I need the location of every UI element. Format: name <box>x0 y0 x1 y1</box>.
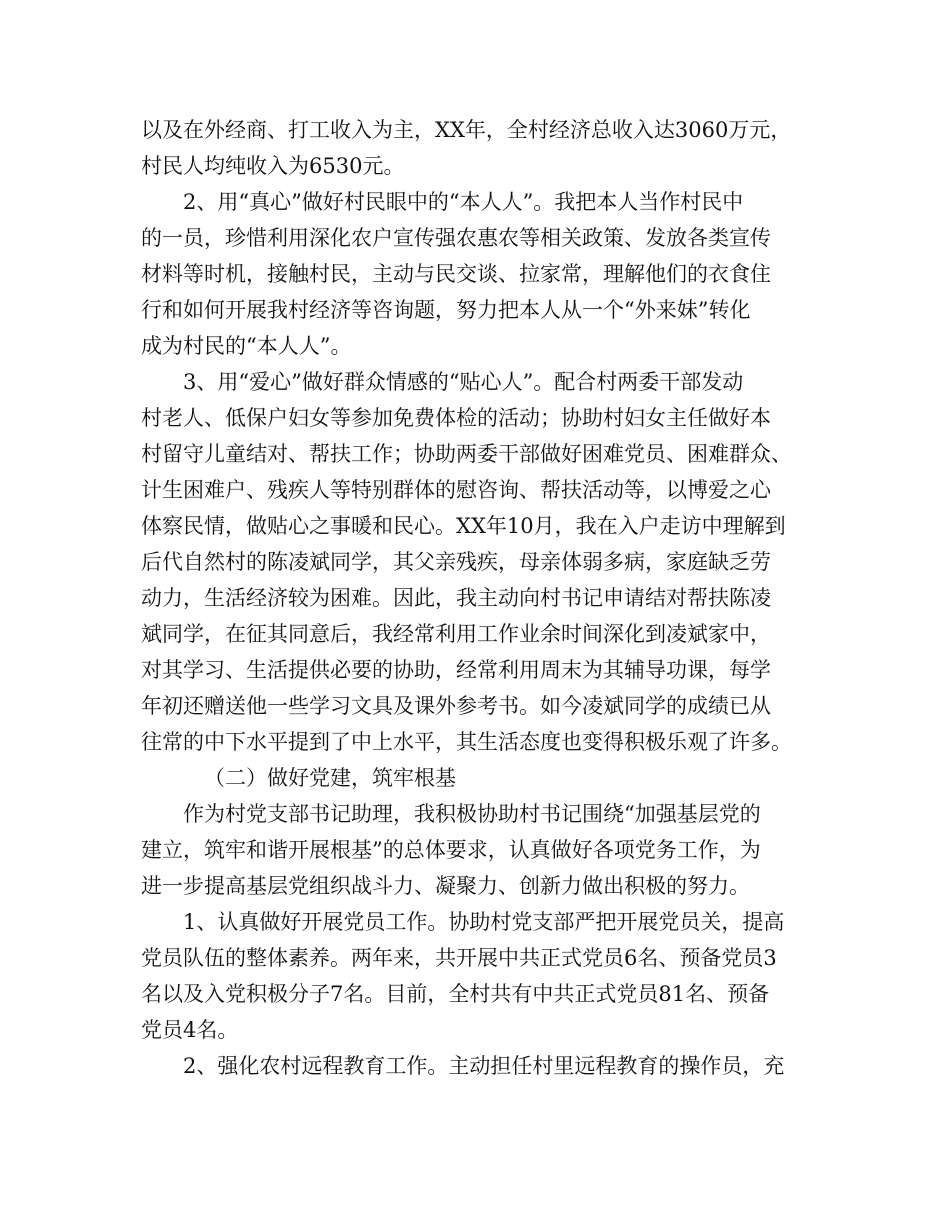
document-body <box>141 112 831 1084</box>
text-line: 党员队伍的整体素养。两年来，共开展中共正式党员6名、预备党员3 <box>141 946 777 970</box>
text-line: 村民人均纯收入为6530元。 <box>141 154 405 178</box>
paragraph-first-line: 作为村党支部书记助理，我积极协助村书记围绕“加强基层党的 <box>183 802 761 826</box>
text-line: 体察民情，做贴心之事暖和民心。XX年10月，我在入户走访中理解到 <box>141 514 786 538</box>
text-line: 材料等时机，接触村民，主动与民交谈、拉家常，理解他们的衣食住 <box>141 262 771 286</box>
text-line: 建立，筑牢和谐开展根基”的总体要求，认真做好各项党务工作，为 <box>141 838 761 862</box>
text-line: 村留守儿童结对、帮扶工作；协助两委干部做好困难党员、困难群众、 <box>141 442 792 466</box>
text-line: 行和如何开展我村经济等咨询题，努力把本人从一个“外来妹”转化 <box>141 298 751 322</box>
text-line: 计生困难户、残疾人等特别群体的慰咨询、帮扶活动等，以博爱之心 <box>141 478 771 502</box>
text-line: 的一员，珍惜利用深化农户宣传强农惠农等相关政策、发放各类宣传 <box>141 226 771 250</box>
paragraph-heading-line: 3、用“爱心”做好群众情感的“贴心人”。配合村两委干部发动 <box>183 370 744 394</box>
text-line: 动力，生活经济较为困难。因此，我主动向村书记申请结对帮扶陈凌 <box>141 586 771 610</box>
text-line: 往常的中下水平提到了中上水平，其生活态度也变得积极乐观了许多。 <box>141 730 792 754</box>
section-heading: （二）做好党建，筑牢根基 <box>204 766 456 790</box>
paragraph-heading-line: 2、强化农村远程教育工作。主动担任村里远程教育的操作员，充 <box>183 1054 785 1078</box>
text-line: 斌同学，在征其同意后，我经常利用工作业余时间深化到凌斌家中， <box>141 622 771 646</box>
paragraph-heading-line: 2、用“真心”做好村民眼中的“本人人”。我把本人当作村民中 <box>183 190 744 214</box>
text-line: 年初还赠送他一些学习文具及课外参考书。如今凌斌同学的成绩已从 <box>141 694 771 718</box>
text-line: 进一步提高基层党组织战斗力、凝聚力、创新力做出积极的努力。 <box>141 874 750 898</box>
text-line: 以及在外经商、打工收入为主，XX年，全村经济总收入达3060万元， <box>141 118 792 142</box>
text-line: 成为村民的“本人人”。 <box>141 334 352 358</box>
text-line: 后代自然村的陈凌斌同学，其父亲残疾，母亲体弱多病，家庭缺乏劳 <box>141 550 771 574</box>
text-line: 名以及入党积极分子7名。目前，全村共有中共正式党员81名、预备 <box>141 982 770 1006</box>
text-line: 对其学习、生活提供必要的协助，经常利用周末为其辅导功课，每学 <box>141 658 771 682</box>
paragraph-heading-line: 1、认真做好开展党员工作。协助村党支部严把开展党员关，提高 <box>183 910 785 934</box>
text-line: 党员4名。 <box>141 1018 239 1042</box>
text-line: 村老人、低保户妇女等参加免费体检的活动；协助村妇女主任做好本 <box>141 406 771 430</box>
